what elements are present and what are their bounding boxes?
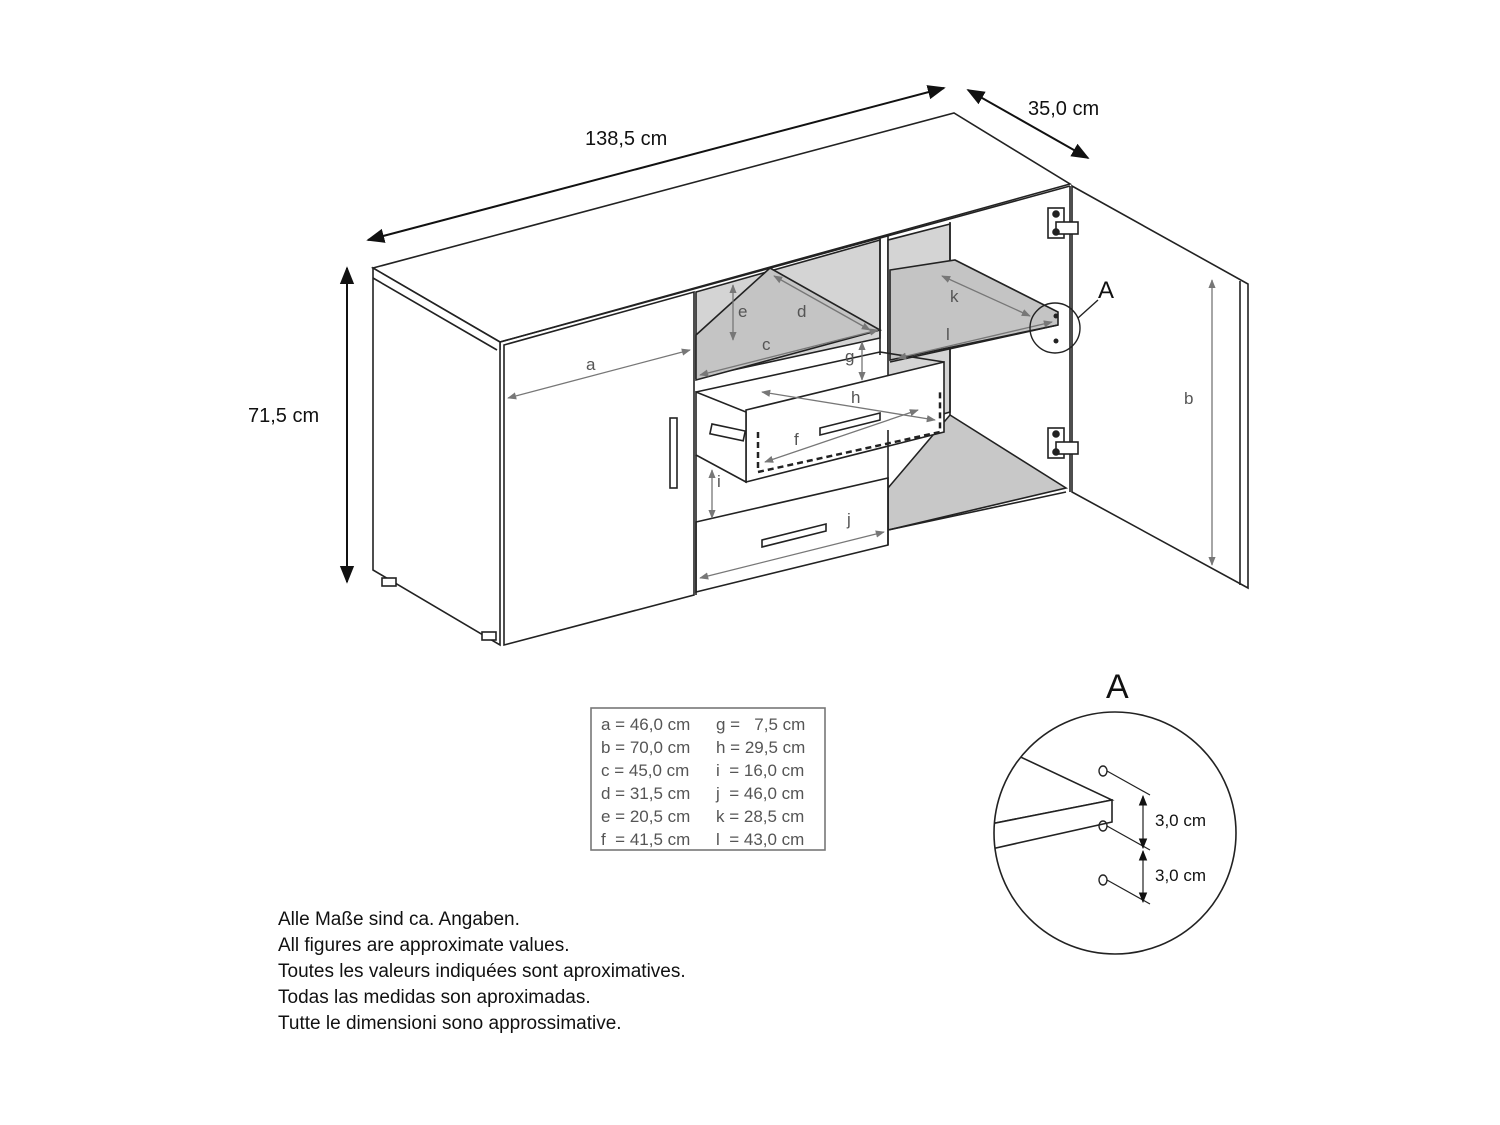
letter-d: d: [797, 302, 807, 321]
table-row-left-3: c = 45,0 cm: [601, 761, 690, 780]
note-german: Alle Maße sind ca. Angaben.: [278, 909, 520, 930]
table-row-right-2: h = 29,5 cm: [716, 738, 806, 757]
foot-left: [382, 578, 396, 586]
letter-f: f: [794, 430, 799, 449]
table-row-left-2: b = 70,0 cm: [601, 738, 691, 757]
note-english: All figures are approximate values.: [278, 935, 570, 956]
left-door-handle: [670, 418, 677, 488]
right-shelf: [890, 260, 1058, 360]
sideboard-drawing: [373, 113, 1248, 645]
width-label: 138,5 cm: [585, 128, 668, 150]
table-row-right-4: j = 46,0 cm: [716, 784, 805, 803]
table-row-left-5: e = 20,5 cm: [601, 807, 691, 826]
height-label: 71,5 cm: [248, 405, 320, 427]
letter-h: h: [851, 388, 861, 407]
table-row-right-3: i = 16,0 cm: [716, 761, 805, 780]
right-door-open: [1072, 186, 1248, 588]
letter-b: b: [1184, 389, 1194, 408]
letter-g: g: [845, 347, 855, 366]
callout-label-a: A: [1098, 277, 1115, 304]
letter-i: i: [717, 472, 721, 491]
detail-spacing-1: 3,0 cm: [1155, 811, 1207, 830]
depth-label: 35,0 cm: [1028, 98, 1100, 120]
letter-c: c: [762, 335, 771, 354]
note-spanish: Todas las medidas son aproximadas.: [278, 987, 591, 1008]
detail-title: A: [1106, 668, 1129, 706]
letter-a: a: [586, 355, 596, 374]
measurement-table: [591, 708, 825, 850]
detail-spacing-2: 3,0 cm: [1155, 866, 1207, 885]
note-french: Toutes les valeurs indiquées sont aproximatives.: [278, 961, 686, 982]
letter-l: l: [946, 325, 950, 344]
table-row-left-1: a = 46,0 cm: [601, 715, 691, 734]
foot-right: [482, 632, 496, 640]
note-italian: Tutte le dimensioni sono approssimative.: [278, 1013, 622, 1034]
detail-a-enlarged: [960, 668, 1236, 954]
approximate-values-notes: [278, 907, 686, 1037]
letter-k: k: [950, 287, 959, 306]
detail-hole-1: [1099, 766, 1107, 776]
left-door: [504, 292, 694, 645]
letter-j: j: [847, 510, 851, 529]
detail-hole-3: [1099, 875, 1107, 885]
table-row-left-4: d = 31,5 cm: [601, 784, 691, 803]
table-row-right-6: l = 43,0 cm: [716, 830, 805, 849]
table-row-left-6: f = 41,5 cm: [601, 830, 691, 849]
table-row-right-5: k = 28,5 cm: [716, 807, 805, 826]
table-row-right-1: g = 7,5 cm: [716, 715, 806, 734]
letter-e: e: [738, 302, 748, 321]
